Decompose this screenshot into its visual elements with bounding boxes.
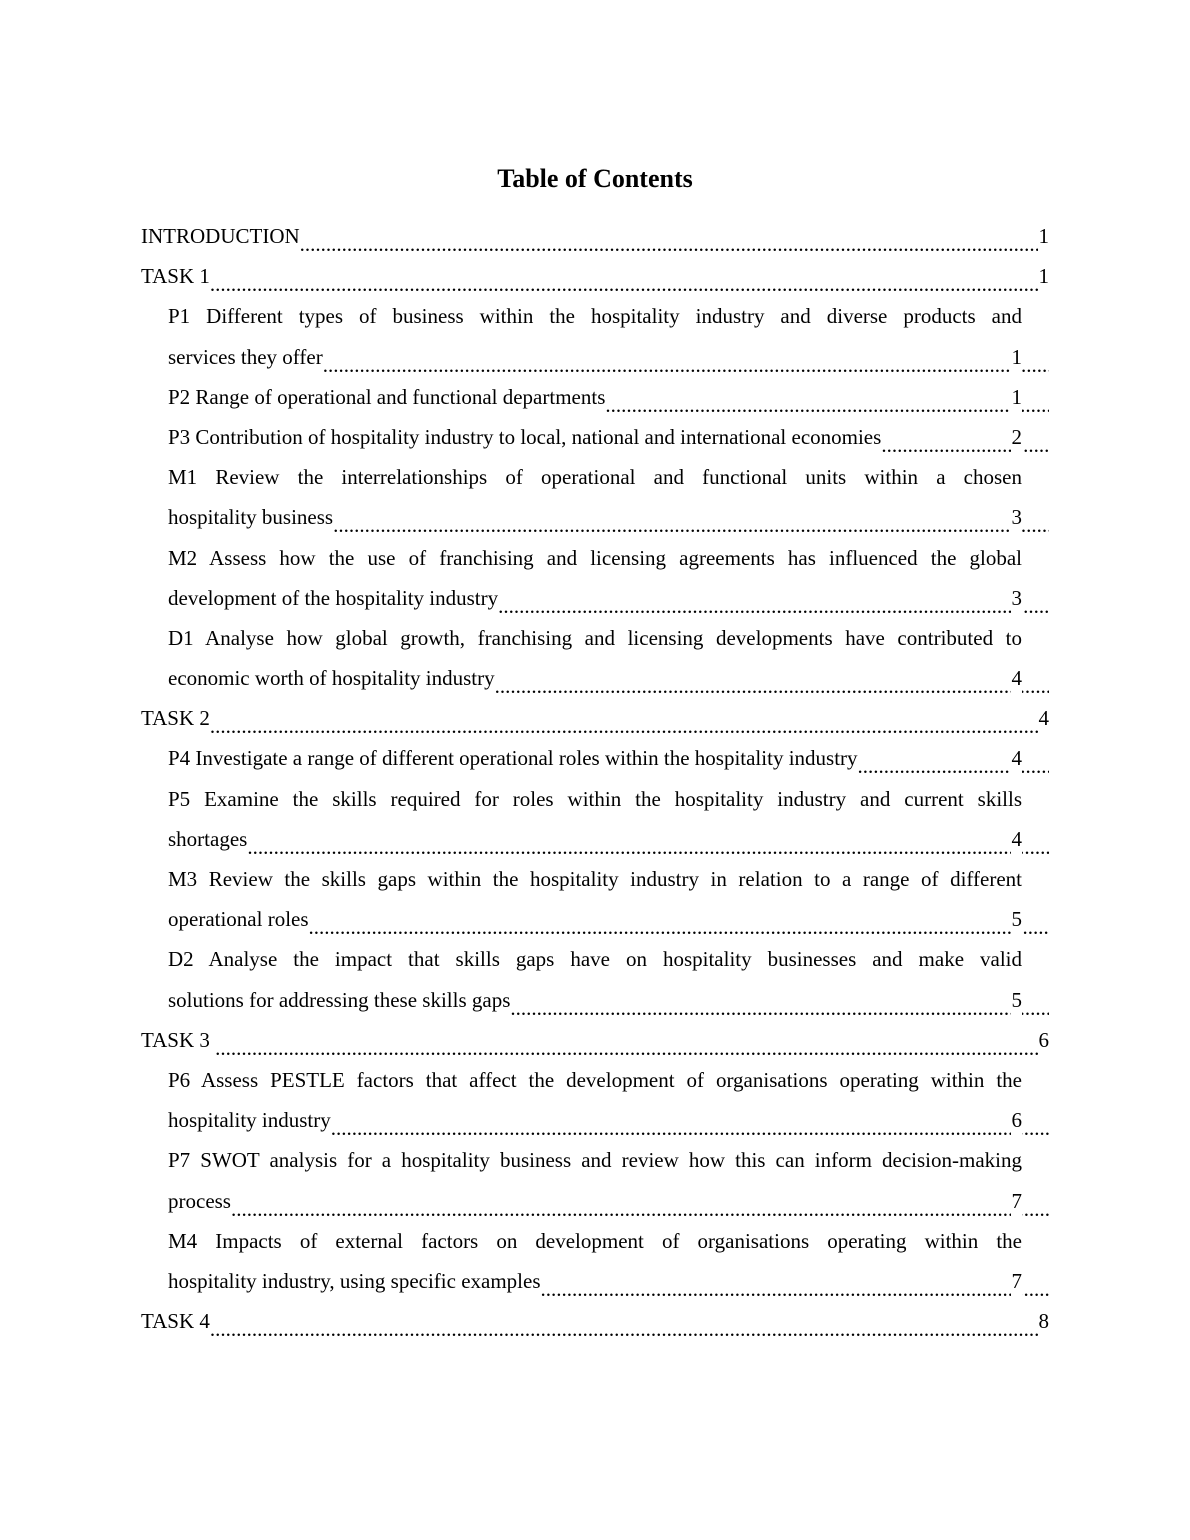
toc-entry-d1-line-2[interactable]	[141, 658, 1049, 698]
toc-entry-text: P6 Assess PESTLE factors that affect the development of organisations operating within the	[168, 1067, 1022, 1092]
toc-entry-text: TASK 1 .....	[141, 264, 210, 288]
toc-entry-text: solutions for addressing these skills gaps .....	[168, 988, 510, 1012]
toc-page-number: 1	[1038, 216, 1050, 256]
toc-entry-task-4[interactable]	[141, 1301, 1049, 1341]
toc-page-number: 1	[1011, 377, 1023, 417]
toc-entry-text: M3 Review the skills gaps within the hospitality industry in relation to a range of different	[168, 867, 1022, 891]
toc-entry-p1-line-2[interactable]	[141, 337, 1049, 377]
toc-entry-task-2[interactable]	[141, 698, 1049, 738]
toc-entry-text: INTRODUCTION .....	[141, 224, 300, 248]
toc-entry-p7-line-2[interactable]	[141, 1181, 1049, 1221]
toc-entry-p2[interactable]	[141, 377, 1049, 417]
toc-entry-text: P3 Contribution of hospitality industry to local, national and international economies .....	[168, 425, 881, 449]
toc-entry-text: P2 Range of operational and functional departments .....	[168, 385, 605, 409]
toc-page-number: 2	[1011, 417, 1023, 457]
toc-title: Table of Contents	[497, 164, 693, 193]
toc-entry-text: TASK 3 .....	[141, 1028, 215, 1052]
toc-entry-text: P1 Different types of business within the hospitality industry and diverse products and	[168, 304, 1022, 329]
toc-page-number: 4	[1011, 658, 1023, 698]
toc-page-number: 1	[1038, 256, 1050, 296]
toc-page-number: 4	[1038, 698, 1050, 738]
toc-entry-text: M1 Review the interrelationships of operational and functional units within a chosen	[168, 465, 1022, 490]
toc-entry-d2-line-2[interactable]	[141, 980, 1049, 1020]
toc-entry-text: operational roles .....	[168, 907, 309, 931]
toc-entry-text: hospitality business .....	[168, 505, 333, 529]
toc-entry-text: services they offer .....	[168, 345, 323, 369]
toc-entry-p3[interactable]	[141, 417, 1049, 457]
toc-entry-task-3[interactable]	[141, 1020, 1049, 1060]
toc-entry-p1-line-1[interactable]	[141, 296, 1049, 336]
toc-page-number: 7	[1011, 1181, 1023, 1221]
toc-entry-text: M2 Assess how the use of franchising and licensing agreements has influenced the global	[168, 545, 1022, 570]
toc-entry-p6-line-2[interactable]	[141, 1100, 1049, 1140]
toc-page-number: 4	[1011, 738, 1023, 778]
toc-entry-text: D1 Analyse how global growth, franchising and licensing developments have contributed to	[168, 625, 1022, 650]
toc-entry-text: development of the hospitality industry .....	[168, 586, 498, 610]
toc-entry-m4-line-2[interactable]	[141, 1261, 1049, 1301]
toc-entry-text: D2 Analyse the impact that skills gaps have on hospitality businesses and make valid	[168, 947, 1022, 972]
toc-list	[141, 216, 1049, 1341]
toc-entry-p5-line-1[interactable]	[141, 779, 1049, 819]
toc-page-number: 3	[1011, 578, 1023, 618]
toc-entry-text: P4 Investigate a range of different operational roles within the hospitality industry .....	[168, 746, 858, 770]
toc-page-number: 7	[1011, 1261, 1023, 1301]
toc-entry-text: shortages .....	[168, 827, 247, 851]
toc-entry-text: P5 Examine the skills required for roles within the hospitality industry and current skills	[168, 786, 1022, 811]
toc-entry-m3-line-2[interactable]	[141, 899, 1049, 939]
toc-entry-introduction[interactable]	[141, 216, 1049, 256]
toc-page-number: 5	[1011, 899, 1023, 939]
toc-entry-task-1[interactable]	[141, 256, 1049, 296]
toc-entry-m4-line-1[interactable]	[141, 1221, 1049, 1261]
toc-entry-text: hospitality industry, using specific examples .....	[168, 1269, 541, 1293]
toc-entry-text: TASK 4 .....	[141, 1309, 210, 1333]
toc-page-number: 4	[1011, 819, 1023, 859]
toc-entry-text: process .....	[168, 1189, 231, 1213]
toc-page-number: 5	[1011, 980, 1023, 1020]
toc-entry-text: TASK 2 .....	[141, 706, 210, 730]
toc-entry-p7-line-1[interactable]	[141, 1140, 1049, 1180]
toc-page-number: 6	[1011, 1100, 1023, 1140]
toc-entry-p4[interactable]	[141, 738, 1049, 778]
toc-page-number: 8	[1038, 1301, 1050, 1341]
toc-page-number: 1	[1011, 337, 1023, 377]
toc-entry-m1-line-1[interactable]	[141, 457, 1049, 497]
toc-page-number: 3	[1011, 497, 1023, 537]
toc-entry-m1-line-2[interactable]	[141, 497, 1049, 537]
toc-page-number: 6	[1038, 1020, 1050, 1060]
toc-entry-text: M4 Impacts of external factors on development of organisations operating within the	[168, 1228, 1022, 1253]
toc-entry-m2-line-1[interactable]	[141, 538, 1049, 578]
toc-entry-p6-line-1[interactable]	[141, 1060, 1049, 1100]
toc-entry-m3-line-1[interactable]	[141, 859, 1049, 899]
toc-entry-p5-line-2[interactable]	[141, 819, 1049, 859]
toc-entry-m2-line-2[interactable]	[141, 578, 1049, 618]
toc-entry-text: P7 SWOT analysis for a hospitality business and review how this can inform decision-making	[168, 1148, 1022, 1173]
toc-entry-d1-line-1[interactable]	[141, 618, 1049, 658]
toc-entry-d2-line-1[interactable]	[141, 939, 1049, 979]
toc-entry-text: economic worth of hospitality industry .....	[168, 666, 495, 690]
toc-entry-text: hospitality industry .....	[168, 1108, 331, 1132]
